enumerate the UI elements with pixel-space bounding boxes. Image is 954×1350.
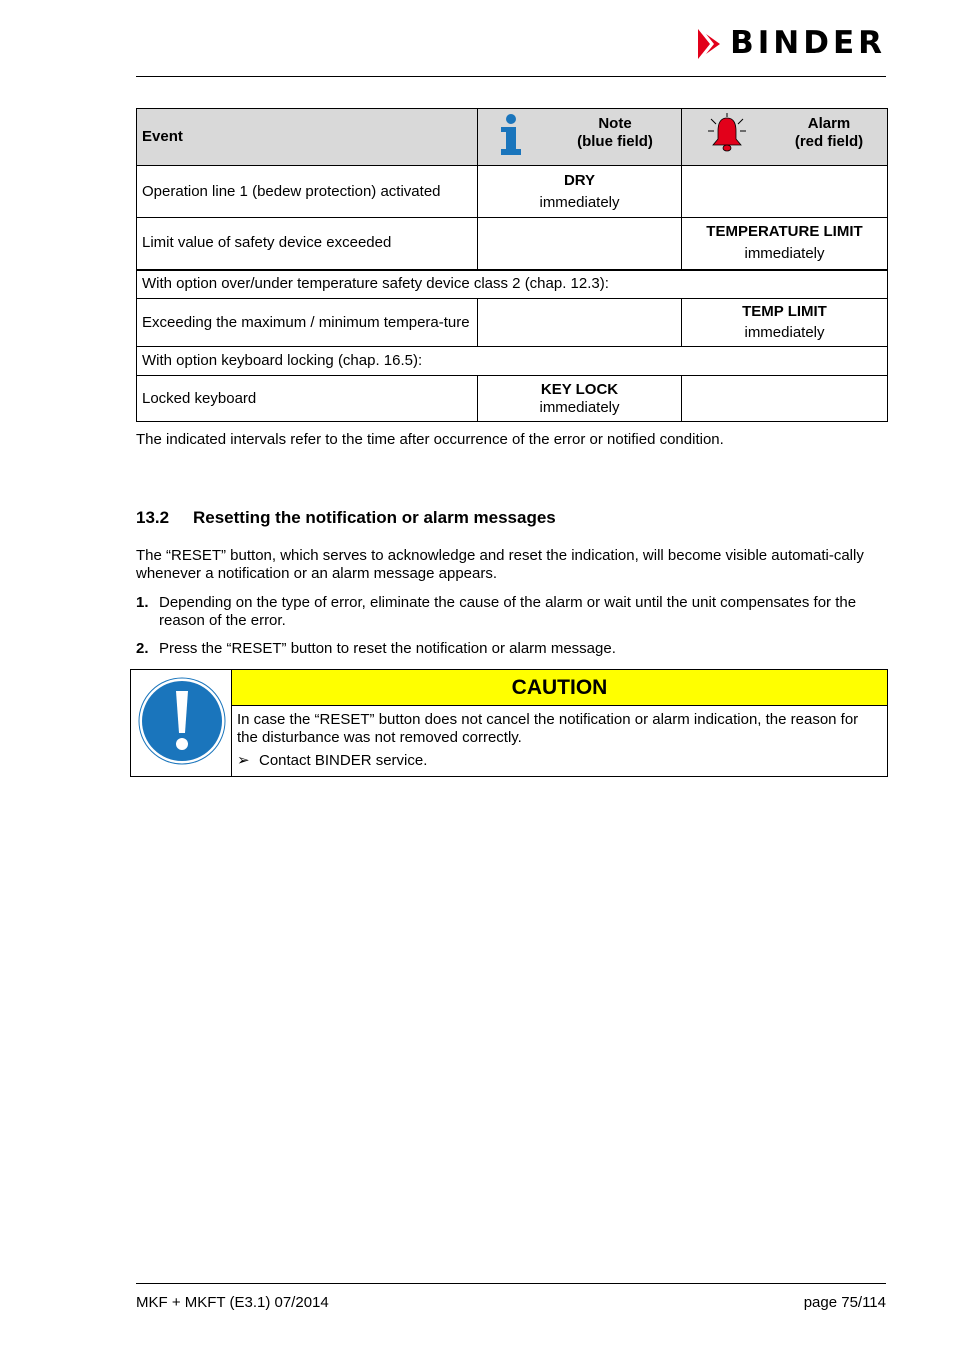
info-icon bbox=[498, 113, 524, 157]
row-event: Operation line 1 (bedew protection) activated bbox=[137, 166, 478, 218]
event-table bbox=[136, 108, 888, 422]
caution-text: In case the “RESET” button does not cancel the notification or alarm indication, the reason for the disturbance was not removed correctly. bbox=[237, 711, 859, 746]
section-number: 13.2 bbox=[136, 508, 170, 527]
step-text: Press the “RESET” button to reset the notification or alarm message. bbox=[159, 640, 616, 657]
caution-icon-cell bbox=[131, 670, 232, 776]
table-row bbox=[137, 218, 888, 270]
intervals-note: The indicated intervals refer to the time after occurrence of the error or notified condition. bbox=[136, 431, 724, 448]
binder-logo-text: BINDER bbox=[730, 25, 886, 61]
alarm-code: TEMPERATURE LIMIT bbox=[706, 223, 863, 241]
section-label: With option keyboard locking (chap. 16.5): bbox=[137, 347, 888, 376]
header-rule bbox=[136, 76, 886, 77]
header-alarm-title: Alarm bbox=[807, 115, 851, 132]
row-event: Locked keyboard bbox=[137, 376, 478, 422]
caution-body bbox=[237, 711, 881, 770]
table-header-row bbox=[137, 109, 888, 166]
header-note-title: Note bbox=[598, 115, 632, 132]
row-note bbox=[478, 218, 682, 270]
bullet-arrow-icon: ➢ bbox=[237, 752, 250, 769]
header-alarm bbox=[682, 109, 888, 166]
section-title: Resetting the notification or alarm messages bbox=[193, 508, 556, 527]
table-section-row bbox=[137, 347, 888, 376]
row-alarm bbox=[682, 218, 888, 270]
footer-page-number: page 75/114 bbox=[803, 1294, 886, 1311]
alarm-time: immediately bbox=[744, 324, 825, 341]
alarm-time: immediately bbox=[744, 245, 825, 263]
section-heading bbox=[136, 508, 556, 528]
caution-box bbox=[130, 669, 888, 777]
step-number: 1. bbox=[136, 594, 149, 611]
header-alarm-sub: (red field) bbox=[794, 133, 864, 150]
table-row bbox=[137, 299, 888, 347]
caution-title: CAUTION bbox=[232, 670, 887, 706]
note-time: immediately bbox=[539, 193, 620, 211]
note-code: KEY LOCK bbox=[540, 380, 619, 398]
row-note bbox=[478, 166, 682, 218]
note-time: immediately bbox=[539, 398, 620, 416]
step-item bbox=[136, 640, 886, 658]
row-event: Exceeding the maximum / minimum tempera-ture bbox=[137, 299, 478, 347]
step-item bbox=[136, 594, 886, 630]
row-alarm bbox=[682, 299, 888, 347]
caution-bullet bbox=[237, 752, 881, 770]
row-alarm bbox=[682, 376, 888, 422]
header-note bbox=[478, 109, 682, 166]
header-event: Event bbox=[137, 109, 478, 166]
caution-bullet-text: Contact BINDER service. bbox=[259, 752, 428, 769]
footer-doc-id: MKF + MKFT (E3.1) 07/2014 bbox=[136, 1294, 329, 1311]
step-text: Depending on the type of error, eliminate the cause of the alarm or wait until the unit compensates for the reason of the error. bbox=[159, 594, 857, 629]
exclamation-icon bbox=[138, 677, 226, 765]
row-note bbox=[478, 376, 682, 422]
table-row bbox=[137, 376, 888, 422]
binder-logo-mark-icon bbox=[698, 29, 720, 59]
note-code: DRY bbox=[563, 171, 596, 189]
intro-paragraph: The “RESET” button, which serves to acknowledge and reset the indication, will become visible automati-cally whenever a notification or an alarm message appears. bbox=[136, 547, 864, 582]
header-note-sub: (blue field) bbox=[577, 133, 653, 150]
table-section-row bbox=[137, 270, 888, 299]
binder-logo bbox=[698, 25, 886, 61]
row-alarm bbox=[682, 166, 888, 218]
alarm-bell-icon bbox=[706, 113, 748, 153]
table-row bbox=[137, 166, 888, 218]
row-event: Limit value of safety device exceeded bbox=[137, 218, 478, 270]
alarm-code: TEMP LIMIT bbox=[742, 303, 827, 320]
row-note bbox=[478, 299, 682, 347]
footer-rule bbox=[136, 1283, 886, 1284]
step-number: 2. bbox=[136, 640, 149, 657]
section-label: With option over/under temperature safety device class 2 (chap. 12.3): bbox=[137, 270, 888, 299]
